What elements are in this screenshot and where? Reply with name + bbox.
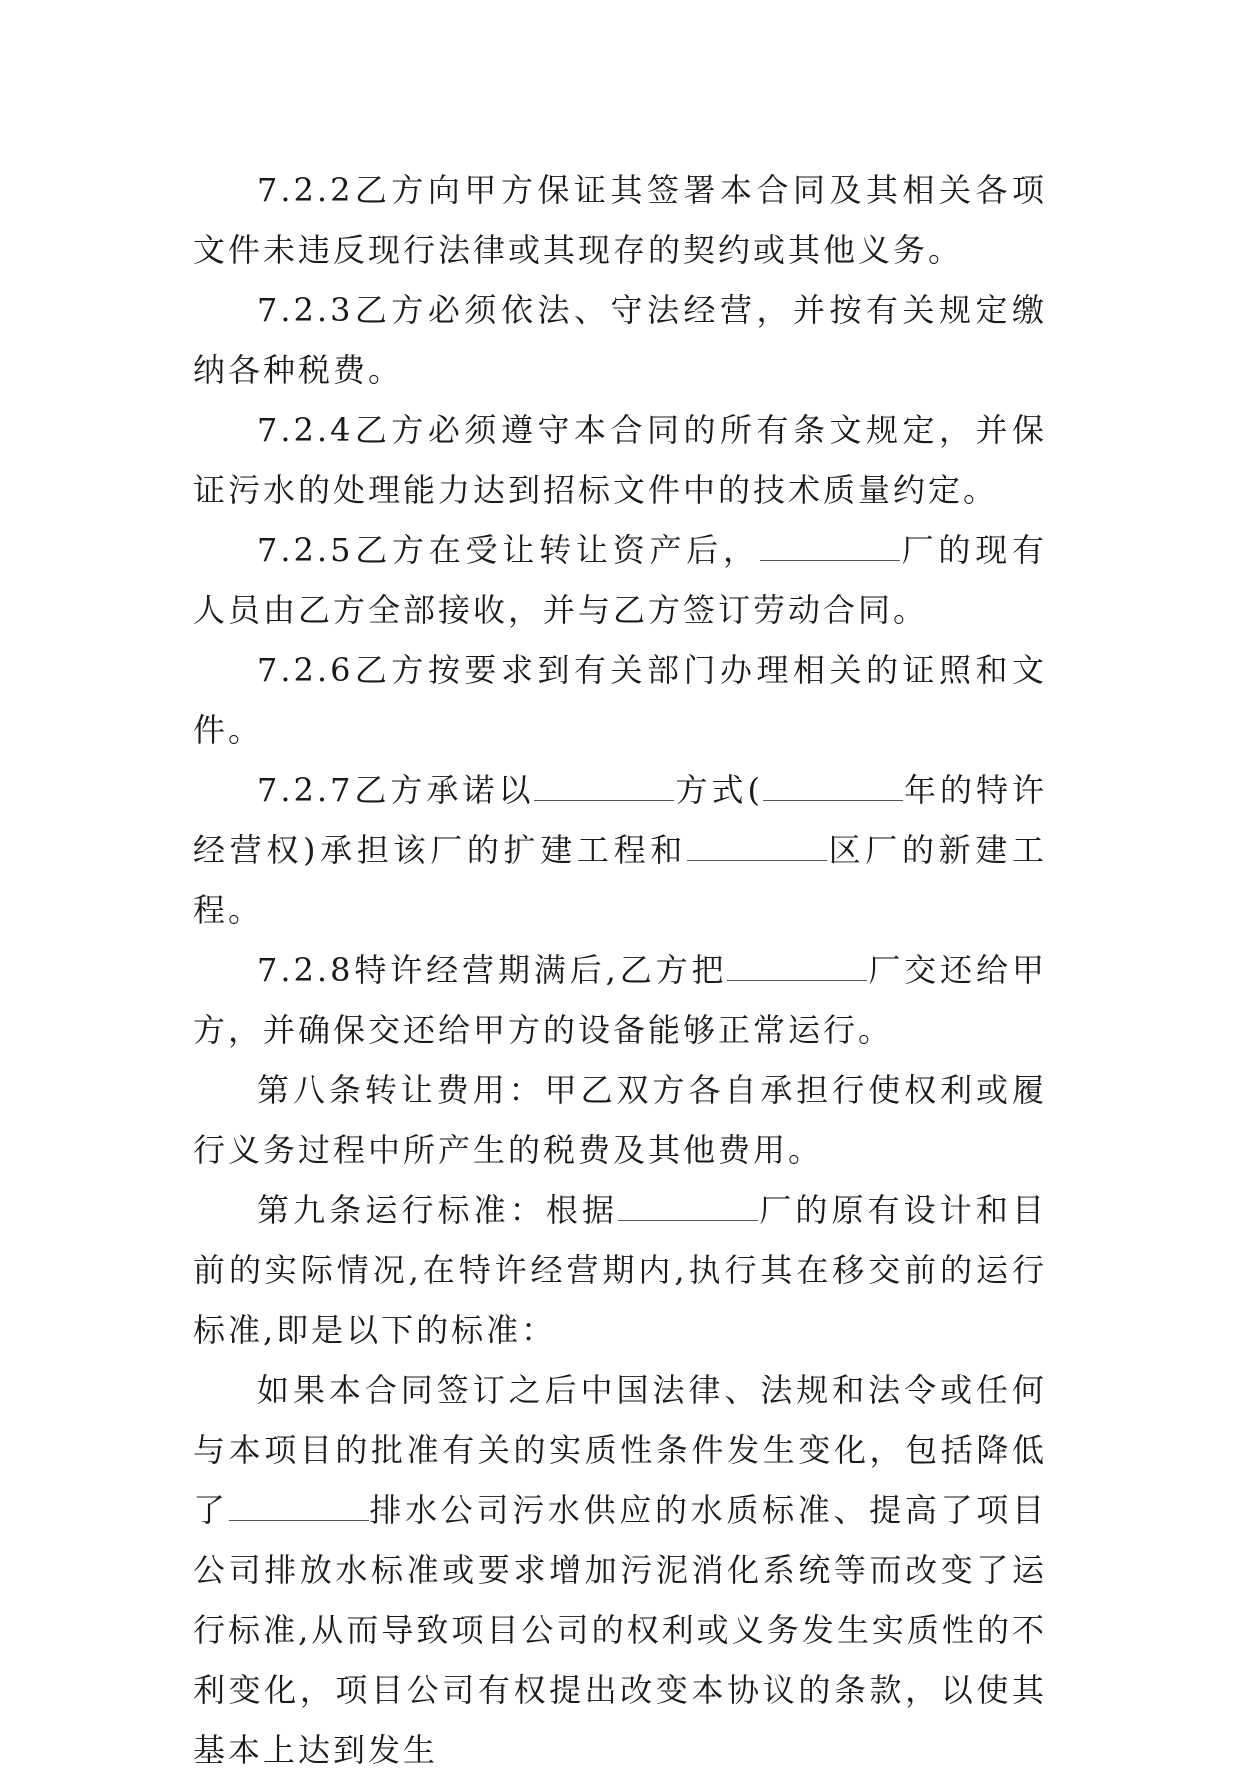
fill-in-blank	[727, 950, 867, 981]
document-body	[193, 160, 1047, 1780]
clause-7-2-7	[193, 760, 1047, 940]
fill-in-blank	[534, 770, 674, 801]
fill-in-blank	[687, 830, 827, 861]
clause-text: 7.2.2乙方向甲方保证其签署本合同及其相关各项文件未违反现行法律或其现存的契约或其他义务。	[193, 171, 1047, 269]
clause-7-2-4	[193, 400, 1047, 520]
clause-text: 方式(	[674, 771, 763, 809]
fill-in-blank	[760, 530, 900, 561]
clause-text: 第八条转让费用：甲乙双方各自承担行使权利或履行义务过程中所产生的税费及其他费用。	[193, 1071, 1047, 1169]
clause-7-2-2	[193, 160, 1047, 280]
clause-text: 7.2.4乙方必须遵守本合同的所有条文规定，并保证污水的处理能力达到招标文件中的技术质量约定。	[193, 411, 1047, 509]
clause-text: 年的特许经营权)承担该厂的扩建工程和	[193, 771, 1047, 869]
fill-in-blank	[618, 1190, 758, 1221]
fill-in-blank	[763, 770, 903, 801]
clause-7-2-3	[193, 280, 1047, 400]
article-8-transfer-fees	[193, 1060, 1047, 1180]
clause-text: 厂的原有设计和目前的实际情况,在特许经营期内,执行其在移交前的运行标准,即是以下的标准：	[193, 1191, 1047, 1349]
clause-text: 7.2.8特许经营期满后,乙方把	[257, 951, 728, 989]
clause-text: 如果本合同签订之后中国法律、法规和法令或任何与本项目的批准有关的实质性条件发生变化，包括降低了	[193, 1371, 1047, 1529]
clause-text: 厂交还给甲方，并确保交还给甲方的设备能够正常运行。	[193, 951, 1047, 1049]
clause-text: 第九条运行标准：根据	[257, 1191, 619, 1229]
clause-text: 7.2.3乙方必须依法、守法经营，并按有关规定缴纳各种税费。	[193, 291, 1047, 389]
clause-text: 排水公司污水供应的水质标准、提高了项目公司排放水标准或要求增加污泥消化系统等而改变了运行标准,从而导致项目公司的权利或义务发生实质性的不利变化，项目公司有权提出改变本协议的条款，以使其基本上达到发生	[193, 1491, 1047, 1769]
article-9-operating-standards	[193, 1180, 1047, 1360]
clause-text: 7.2.5乙方在受让转让资产后，	[257, 531, 760, 569]
fill-in-blank	[229, 1490, 369, 1521]
clause-text: 7.2.6乙方按要求到有关部门办理相关的证照和文件。	[193, 651, 1047, 749]
clause-7-2-8	[193, 940, 1047, 1060]
clause-text: 厂的现有人员由乙方全部接收，并与乙方签订劳动合同。	[193, 531, 1047, 629]
clause-text: 区厂的新建工程。	[193, 831, 1047, 929]
clause-7-2-6	[193, 640, 1047, 760]
clause-text: 7.2.7乙方承诺以	[257, 771, 535, 809]
clause-7-2-5	[193, 520, 1047, 640]
change-of-law-clause	[193, 1360, 1047, 1780]
